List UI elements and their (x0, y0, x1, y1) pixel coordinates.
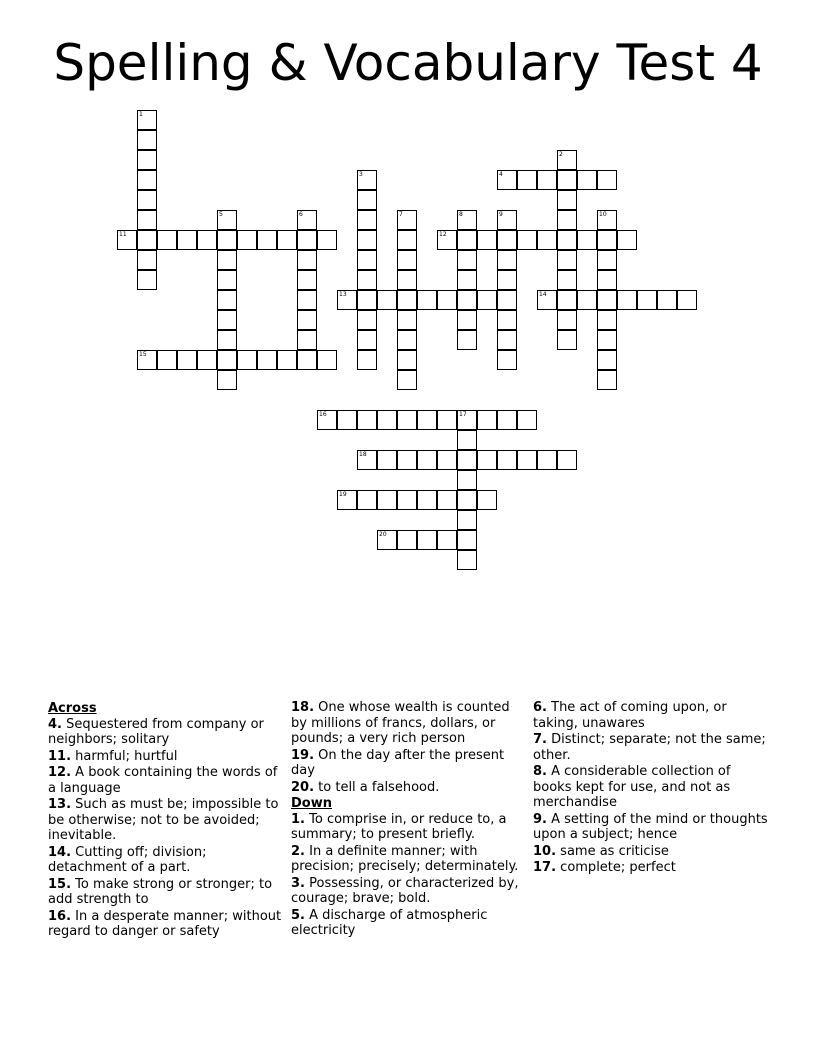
grid-cell[interactable] (557, 210, 577, 230)
clue-down-1: 1. To comprise in, or reduce to, a summary; to present briefly. (291, 811, 507, 842)
cell-number: 8 (459, 211, 463, 218)
grid-cell[interactable] (497, 350, 517, 370)
grid-cell[interactable] (357, 230, 377, 250)
grid-cell[interactable] (597, 370, 617, 390)
grid-cell[interactable] (357, 270, 377, 290)
grid-cell[interactable] (357, 250, 377, 270)
grid-cell[interactable] (477, 410, 497, 430)
grid-cell[interactable] (437, 450, 457, 470)
grid-cell[interactable] (437, 530, 457, 550)
grid-cell[interactable] (477, 290, 497, 310)
grid-cell[interactable] (377, 450, 397, 470)
cell-number: 17 (459, 411, 467, 418)
grid-cell[interactable] (337, 410, 357, 430)
grid-cell[interactable] (297, 350, 317, 370)
down-header: Down (291, 796, 332, 811)
clue-across-12: 12. A book containing the words of a language (48, 765, 278, 796)
grid-cell[interactable] (597, 290, 617, 310)
cell-number: 16 (319, 411, 327, 418)
grid-cell[interactable] (137, 270, 157, 290)
grid-cell[interactable] (457, 470, 477, 490)
grid-cell[interactable] (437, 410, 457, 430)
grid-cell[interactable] (417, 410, 437, 430)
grid-cell[interactable] (357, 290, 377, 310)
grid-cell[interactable] (497, 230, 517, 250)
cell-number: 20 (379, 531, 387, 538)
cell-number: 15 (139, 351, 147, 358)
grid-cell[interactable] (557, 250, 577, 270)
grid-cell[interactable] (557, 270, 577, 290)
grid-cell[interactable] (477, 230, 497, 250)
grid-cell[interactable] (297, 230, 317, 250)
grid-cell[interactable] (457, 250, 477, 270)
grid-cell[interactable] (397, 410, 417, 430)
cell-number: 13 (339, 291, 347, 298)
grid-cell[interactable] (317, 230, 337, 250)
grid-cell[interactable] (377, 410, 397, 430)
grid-cell[interactable] (397, 530, 417, 550)
page-title: Spelling & Vocabulary Test 4 (53, 34, 763, 92)
grid-cell[interactable] (397, 450, 417, 470)
grid-cell[interactable] (217, 370, 237, 390)
grid-cell[interactable] (477, 490, 497, 510)
grid-cell[interactable] (557, 310, 577, 330)
cell-number: 7 (399, 211, 403, 218)
grid-cell[interactable] (297, 330, 317, 350)
cell-number: 18 (359, 451, 367, 458)
grid-cell[interactable] (597, 250, 617, 270)
clue-across-4: 4. Sequestered from company or neighbors; solitary (48, 716, 264, 747)
grid-cell[interactable] (357, 310, 377, 330)
grid-cell[interactable] (457, 450, 477, 470)
grid-cell[interactable] (417, 450, 437, 470)
grid-cell[interactable] (457, 530, 477, 550)
grid-cell[interactable] (677, 290, 697, 310)
grid-cell[interactable] (357, 350, 377, 370)
cell-number: 10 (599, 211, 607, 218)
grid-cell[interactable] (137, 170, 157, 190)
grid-cell[interactable] (297, 310, 317, 330)
clue-down-17: 17. complete; perfect (533, 860, 676, 875)
grid-cell[interactable] (157, 230, 177, 250)
clue-down-10: 10. same as criticise (533, 843, 669, 859)
grid-cell[interactable] (297, 290, 317, 310)
across-header: Across (48, 701, 97, 716)
clue-column-2 (291, 700, 527, 940)
grid-cell[interactable] (597, 350, 617, 370)
grid-cell[interactable] (517, 170, 537, 190)
grid-cell[interactable] (217, 330, 237, 350)
cell-number: 19 (339, 491, 347, 498)
grid-cell[interactable] (497, 250, 517, 270)
grid-cell[interactable] (457, 510, 477, 530)
grid-cell[interactable] (317, 350, 337, 370)
grid-cell[interactable] (137, 130, 157, 150)
grid-cell[interactable] (397, 230, 417, 250)
grid-cell[interactable] (557, 230, 577, 250)
clue-across-16: 16. In a desperate manner; without regard to danger or safety (48, 908, 282, 939)
grid-cell[interactable] (257, 350, 277, 370)
clue-down-3: 3. Possessing, or characterized by, courage; brave; bold. (291, 875, 519, 906)
grid-cell[interactable] (517, 230, 537, 250)
cell-number: 6 (299, 211, 303, 218)
grid-cell[interactable] (137, 250, 157, 270)
grid-cell[interactable] (437, 490, 457, 510)
grid-cell[interactable] (397, 490, 417, 510)
grid-cell[interactable] (217, 250, 237, 270)
grid-cell[interactable] (557, 450, 577, 470)
clue-across-11: 11. harmful; hurtful (48, 748, 178, 764)
grid-cell[interactable] (397, 270, 417, 290)
grid-cell[interactable] (557, 330, 577, 350)
grid-cell[interactable] (637, 290, 657, 310)
grid-cell[interactable] (597, 230, 617, 250)
grid-cell[interactable] (457, 290, 477, 310)
grid-cell[interactable] (297, 250, 317, 270)
grid-cell[interactable] (537, 170, 557, 190)
grid-cell[interactable] (217, 290, 237, 310)
grid-cell[interactable] (497, 290, 517, 310)
cell-number: 11 (119, 231, 127, 238)
grid-cell[interactable] (217, 350, 237, 370)
clue-down-2: 2. In a definite manner; with precision; precisely; determinately. (291, 843, 519, 874)
grid-cell[interactable] (457, 270, 477, 290)
grid-cell[interactable] (197, 230, 217, 250)
grid-cell[interactable] (577, 230, 597, 250)
clue-column-3 (533, 700, 773, 877)
grid-cell[interactable] (537, 230, 557, 250)
grid-cell[interactable] (617, 230, 637, 250)
grid-cell[interactable] (417, 530, 437, 550)
cell-number: 1 (139, 111, 143, 118)
grid-cell[interactable] (397, 250, 417, 270)
grid-cell[interactable] (277, 350, 297, 370)
grid-cell[interactable] (557, 190, 577, 210)
grid-cell[interactable] (217, 230, 237, 250)
grid-cell[interactable] (517, 410, 537, 430)
clue-column-1 (48, 700, 286, 941)
cell-number: 3 (359, 171, 363, 178)
grid-cell[interactable] (417, 290, 437, 310)
grid-cell[interactable] (357, 210, 377, 230)
grid-cell[interactable] (217, 310, 237, 330)
grid-cell[interactable] (177, 230, 197, 250)
grid-cell[interactable] (357, 190, 377, 210)
grid-cell[interactable] (137, 230, 157, 250)
grid-cell[interactable] (537, 450, 557, 470)
grid-cell[interactable] (177, 350, 197, 370)
grid-cell[interactable] (577, 290, 597, 310)
clue-down-9: 9. A setting of the mind or thoughts upon a subject; hence (533, 811, 768, 842)
grid-cell[interactable] (197, 350, 217, 370)
grid-cell[interactable] (457, 310, 477, 330)
grid-cell[interactable] (377, 490, 397, 510)
grid-cell[interactable] (457, 430, 477, 450)
clue-across-15: 15. To make strong or stronger; to add strength to (48, 876, 273, 907)
cell-number: 5 (219, 211, 223, 218)
grid-cell[interactable] (497, 310, 517, 330)
grid-cell[interactable] (157, 350, 177, 370)
clue-across-13: 13. Such as must be; impossible to be otherwise; not to be avoided; inevitable. (48, 797, 279, 843)
grid-cell[interactable] (617, 290, 637, 310)
grid-cell[interactable] (517, 450, 537, 470)
grid-cell[interactable] (397, 350, 417, 370)
clue-across-19: 19. On the day after the present day (291, 747, 505, 778)
grid-cell[interactable] (397, 330, 417, 350)
grid-cell[interactable] (657, 290, 677, 310)
grid-cell[interactable] (257, 230, 277, 250)
grid-cell[interactable] (497, 410, 517, 430)
grid-cell[interactable] (597, 170, 617, 190)
grid-cell[interactable] (237, 230, 257, 250)
grid-cell[interactable] (437, 290, 457, 310)
grid-cell[interactable] (597, 330, 617, 350)
grid-cell[interactable] (277, 230, 297, 250)
grid-cell[interactable] (297, 270, 317, 290)
grid-cell[interactable] (497, 270, 517, 290)
grid-cell[interactable] (457, 330, 477, 350)
cell-number: 14 (539, 291, 547, 298)
clue-across-18: 18. One whose wealth is counted by millions of francs, dollars, or pounds; a very rich person (291, 700, 510, 746)
grid-cell[interactable] (597, 310, 617, 330)
clue-across-14: 14. Cutting off; division; detachment of a part. (48, 844, 207, 875)
grid-cell[interactable] (137, 210, 157, 230)
grid-cell[interactable] (397, 310, 417, 330)
grid-cell[interactable] (357, 330, 377, 350)
grid-cell[interactable] (137, 190, 157, 210)
cell-number: 4 (499, 171, 503, 178)
grid-cell[interactable] (457, 490, 477, 510)
clue-down-8: 8. A considerable collection of books kept for use, and not as merchandise (533, 764, 731, 810)
clue-down-6: 6. The act of coming upon, or taking, unawares (533, 700, 727, 731)
grid-cell[interactable] (357, 410, 377, 430)
grid-cell[interactable] (557, 170, 577, 190)
grid-cell[interactable] (397, 370, 417, 390)
grid-cell[interactable] (577, 170, 597, 190)
cell-number: 2 (559, 151, 563, 158)
grid-cell[interactable] (237, 350, 257, 370)
cell-number: 9 (499, 211, 503, 218)
clue-down-7: 7. Distinct; separate; not the same; other. (533, 732, 766, 763)
grid-cell[interactable] (497, 450, 517, 470)
grid-cell[interactable] (557, 290, 577, 310)
grid-cell[interactable] (497, 330, 517, 350)
cell-number: 12 (439, 231, 447, 238)
grid-cell[interactable] (397, 290, 417, 310)
grid-cell[interactable] (417, 490, 437, 510)
grid-cell[interactable] (457, 230, 477, 250)
grid-cell[interactable] (597, 270, 617, 290)
grid-cell[interactable] (377, 290, 397, 310)
clue-down-5: 5. A discharge of atmospheric electricity (291, 907, 488, 938)
grid-cell[interactable] (457, 550, 477, 570)
grid-cell[interactable] (217, 270, 237, 290)
grid-cell[interactable] (137, 150, 157, 170)
grid-cell[interactable] (477, 450, 497, 470)
clue-across-20: 20. to tell a falsehood. (291, 779, 440, 795)
grid-cell[interactable] (357, 490, 377, 510)
